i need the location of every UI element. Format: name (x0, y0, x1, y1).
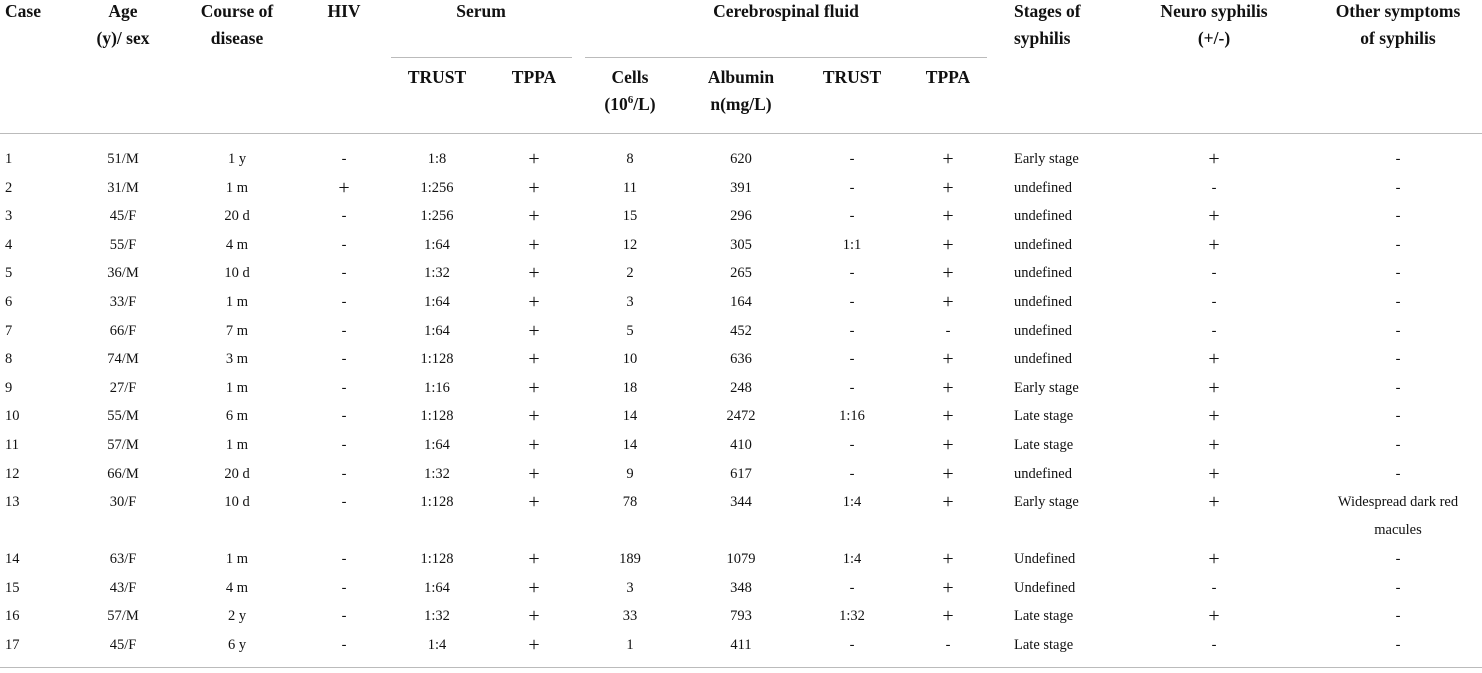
cell-serum-tppa: + (528, 262, 540, 285)
header-csf: Cerebrospinal fluid (713, 1, 859, 21)
cell-other: - (1395, 436, 1401, 453)
header-serum-trust: TRUST (407, 67, 467, 87)
table-row (0, 231, 1482, 260)
cell-csf-trust: 1:16 (839, 408, 865, 425)
cell-serum-trust: 1:64 (424, 236, 450, 253)
cell-other: - (1395, 636, 1401, 653)
cell-csf-tppa: + (942, 290, 954, 313)
cell-age-sex: 55/F (109, 236, 137, 253)
cell-hiv: - (341, 293, 347, 310)
cell-neuro: + (1208, 405, 1220, 428)
table-row (0, 488, 1482, 545)
cell-age-sex: 36/M (107, 265, 139, 282)
cell-neuro: + (1208, 205, 1220, 228)
cell-other: - (1395, 608, 1401, 625)
cell-albumin: 248 (730, 379, 752, 396)
cell-course: 4 m (225, 579, 249, 596)
header-cells: Cells $(10^6/L)$ (604, 67, 656, 114)
cell-case: 3 (5, 208, 13, 225)
cell-course: 1 m (225, 436, 249, 453)
cell-stage: Undefined (1014, 579, 1076, 596)
cell-stage: Early stage (1014, 494, 1079, 511)
cell-serum-trust: 1:64 (424, 293, 450, 310)
cell-course: 3 m (225, 351, 249, 368)
table-row (0, 259, 1482, 288)
cell-neuro: - (1211, 636, 1217, 653)
cell-other: - (1395, 208, 1401, 225)
cell-albumin: 164 (730, 293, 752, 310)
cell-stage: undefined (1014, 293, 1072, 310)
cell-stage: undefined (1014, 465, 1072, 482)
cell-hiv: - (341, 551, 347, 568)
header-other: Other symptoms of syphilis (1335, 1, 1461, 48)
cell-stage: Late stage (1014, 436, 1074, 453)
cell-csf-trust: - (849, 379, 855, 396)
cell-csf-tppa: + (942, 376, 954, 399)
cell-serum-trust: 1:8 (427, 151, 447, 167)
cell-stage: undefined (1014, 208, 1072, 225)
cell-course: 20 d (224, 465, 250, 482)
cell-case: 12 (5, 465, 20, 482)
cell-hiv: - (341, 408, 347, 425)
cell-albumin: 793 (730, 608, 752, 625)
cell-age-sex: 66/F (109, 322, 137, 339)
table-row (0, 174, 1482, 203)
cell-csf-trust: - (849, 436, 855, 453)
header-stages: Stages of syphilis (1014, 1, 1081, 48)
cell-csf-tppa: + (942, 576, 954, 599)
cell-age-sex: 33/F (109, 293, 137, 310)
cell-age-sex: 55/M (107, 408, 139, 425)
cell-hiv: - (341, 636, 347, 653)
cell-neuro: + (1208, 605, 1220, 628)
cell-csf-trust: - (849, 265, 855, 282)
cell-serum-tppa: + (528, 233, 540, 256)
cell-serum-trust: 1:128 (420, 408, 454, 425)
cell-hiv: - (341, 494, 347, 511)
cell-csf-trust: - (849, 293, 855, 310)
header-hiv: HIV (327, 1, 361, 21)
cell-other: - (1395, 179, 1401, 196)
cell-cells: 1 (626, 636, 634, 653)
cell-serum-trust: 1:64 (424, 436, 450, 453)
cell-serum-tppa: + (528, 176, 540, 199)
cell-neuro: + (1208, 462, 1220, 485)
cell-cells: 8 (626, 151, 634, 167)
table-row (0, 317, 1482, 346)
header-csf-tppa: TPPA (925, 67, 971, 87)
cell-hiv: - (341, 465, 347, 482)
cell-hiv: - (341, 151, 347, 167)
cell-serum-trust: 1:128 (420, 494, 454, 511)
cell-csf-tppa: + (942, 462, 954, 485)
cell-csf-trust: - (849, 322, 855, 339)
cell-cells: 9 (626, 465, 634, 482)
cell-stage: Late stage (1014, 408, 1074, 425)
cell-other: - (1395, 322, 1401, 339)
cell-csf-tppa: + (942, 605, 954, 628)
cell-csf-trust: 1:32 (839, 608, 865, 625)
cell-cells: 33 (622, 608, 638, 625)
cell-hiv: - (341, 208, 347, 225)
cell-age-sex: 74/M (107, 351, 139, 368)
cell-albumin: 265 (730, 265, 752, 282)
cell-case: 5 (5, 265, 13, 282)
cell-age-sex: 66/M (107, 465, 139, 482)
cell-other: - (1395, 465, 1401, 482)
cell-cells: 15 (622, 208, 638, 225)
cell-case: 6 (5, 293, 13, 310)
cell-cells: 18 (622, 379, 638, 396)
cell-course: 6 m (225, 408, 249, 425)
cell-hiv: - (341, 379, 347, 396)
cell-serum-tppa: + (528, 462, 540, 485)
header-neuro: Neuro syphilis (+/-) (1160, 1, 1268, 48)
cell-csf-tppa: + (942, 433, 954, 456)
cell-other: - (1395, 351, 1401, 368)
header-bottom-rule (0, 133, 1482, 134)
cell-csf-trust: - (849, 351, 855, 368)
cell-albumin: 305 (730, 236, 752, 253)
cell-hiv: - (341, 322, 347, 339)
cell-other: - (1395, 579, 1401, 596)
cell-case: 16 (5, 608, 20, 625)
cell-cells: 5 (626, 322, 634, 339)
cell-course: 1 y (227, 151, 247, 167)
cell-hiv: - (341, 608, 347, 625)
cell-serum-trust: 1:16 (424, 379, 450, 396)
cell-neuro: + (1208, 548, 1220, 571)
cell-hiv: - (341, 351, 347, 368)
cell-hiv: - (341, 436, 347, 453)
cell-other: - (1395, 293, 1401, 310)
cell-serum-tppa: + (528, 290, 540, 313)
cell-course: 1 m (225, 379, 249, 396)
cell-course: 1 m (225, 179, 249, 196)
cell-neuro: - (1211, 293, 1217, 310)
table-row (0, 602, 1482, 631)
cell-csf-trust: - (849, 465, 855, 482)
cell-csf-tppa: + (942, 262, 954, 285)
cell-cells: 3 (626, 579, 634, 596)
table-row (0, 545, 1482, 574)
cell-stage: Late stage (1014, 608, 1074, 625)
csf-group-rule (585, 57, 987, 58)
cell-age-sex: 57/M (107, 608, 139, 625)
cell-serum-tppa: + (528, 405, 540, 428)
cell-csf-trust: - (849, 179, 855, 196)
cell-neuro: - (1211, 322, 1217, 339)
cell-case: 1 (5, 151, 13, 167)
cell-stage: Early stage (1014, 151, 1079, 167)
cell-serum-trust: 1:256 (420, 208, 454, 225)
cell-albumin: 636 (730, 351, 752, 368)
table-row (0, 145, 1482, 174)
cell-csf-tppa: + (942, 148, 954, 170)
cell-age-sex: 31/M (107, 179, 139, 196)
cell-stage: Late stage (1014, 636, 1074, 653)
table-row (0, 202, 1482, 231)
cell-serum-tppa: + (528, 633, 540, 656)
cell-age-sex: 63/F (109, 551, 137, 568)
cell-serum-tppa: + (528, 548, 540, 571)
cell-case: 15 (5, 579, 20, 596)
cell-csf-tppa: - (945, 636, 951, 653)
cell-serum-trust: 1:64 (424, 322, 450, 339)
cell-albumin: 411 (730, 636, 752, 653)
cell-albumin: 620 (730, 151, 752, 167)
cell-hiv: - (341, 265, 347, 282)
cell-albumin: 344 (730, 494, 752, 511)
cell-serum-tppa: + (528, 376, 540, 399)
cell-cells: 12 (622, 236, 638, 253)
cell-hiv: + (338, 176, 350, 199)
cell-cells: 14 (622, 408, 638, 425)
cell-neuro: - (1211, 579, 1217, 596)
cell-serum-trust: 1:4 (427, 636, 447, 653)
cell-course: 20 d (224, 208, 250, 225)
cell-case: 4 (5, 236, 13, 253)
cell-hiv: - (341, 236, 347, 253)
cell-case: 11 (5, 436, 19, 453)
cell-neuro: - (1211, 265, 1217, 282)
cell-cells: 10 (622, 351, 638, 368)
cell-csf-tppa: + (942, 176, 954, 199)
cell-serum-tppa: + (528, 319, 540, 342)
header-albumin: Albumin n(mg/L) (707, 67, 775, 114)
cell-serum-tppa: + (528, 491, 540, 514)
table-body (0, 145, 1482, 660)
cell-csf-trust: - (849, 151, 855, 167)
cell-albumin: 410 (730, 436, 752, 453)
cell-course: 1 m (225, 293, 249, 310)
cell-serum-tppa: + (528, 348, 540, 371)
cell-stage: Undefined (1014, 551, 1076, 568)
table-row (0, 460, 1482, 489)
cell-other: - (1395, 379, 1401, 396)
header-serum-tppa: TPPA (511, 67, 557, 87)
header-course: Course of disease (200, 1, 274, 48)
cell-neuro: + (1208, 348, 1220, 371)
cell-serum-tppa: + (528, 148, 540, 170)
cell-case: 9 (5, 379, 13, 396)
table-row (0, 374, 1482, 403)
cell-neuro: - (1211, 179, 1217, 196)
cell-stage: undefined (1014, 322, 1072, 339)
cell-stage: undefined (1014, 265, 1072, 282)
cell-hiv: - (341, 579, 347, 596)
table-row (0, 402, 1482, 431)
cell-albumin: 296 (730, 208, 752, 225)
cell-csf-tppa: + (942, 405, 954, 428)
cell-age-sex: 30/F (109, 494, 137, 511)
cell-case: 10 (5, 408, 20, 425)
cell-other: - (1395, 265, 1401, 282)
cell-albumin: 391 (730, 179, 752, 196)
cell-age-sex: 45/F (109, 636, 137, 653)
cell-neuro: + (1208, 433, 1220, 456)
cell-case: 14 (5, 551, 20, 568)
cell-csf-tppa: + (942, 491, 954, 514)
cell-csf-trust: - (849, 579, 855, 596)
cell-csf-tppa: + (942, 205, 954, 228)
cell-cells: 11 (623, 179, 637, 196)
cell-stage: undefined (1014, 351, 1072, 368)
cell-course: 10 d (224, 265, 250, 282)
header-serum: Serum (456, 1, 506, 21)
cell-case: 2 (5, 179, 13, 196)
cell-albumin: 2472 (726, 408, 756, 425)
cell-csf-tppa: + (942, 348, 954, 371)
cell-course: 10 d (224, 494, 250, 511)
cell-age-sex: 51/M (107, 151, 139, 167)
cell-serum-trust: 1:128 (420, 551, 454, 568)
cell-case: 13 (5, 494, 20, 511)
cell-serum-trust: 1:32 (424, 465, 450, 482)
table-row (0, 288, 1482, 317)
cell-csf-trust: - (849, 636, 855, 653)
cell-csf-tppa: + (942, 548, 954, 571)
cell-other: - (1395, 408, 1401, 425)
cell-albumin: 348 (730, 579, 752, 596)
cell-case: 8 (5, 351, 13, 368)
cell-serum-trust: 1:64 (424, 579, 450, 596)
cell-neuro: + (1208, 491, 1220, 514)
cell-age-sex: 45/F (109, 208, 137, 225)
cell-neuro: + (1208, 376, 1220, 399)
cell-serum-trust: 1:32 (424, 608, 450, 625)
cell-stage: Early stage (1014, 379, 1079, 396)
cell-course: 7 m (225, 322, 249, 339)
cell-stage: undefined (1014, 236, 1072, 253)
cell-course: 2 y (227, 608, 247, 625)
cell-cells: 189 (619, 551, 641, 568)
table-row (0, 631, 1482, 660)
cell-cells: 2 (626, 265, 634, 282)
header-csf-trust: TRUST (822, 67, 882, 87)
cell-other: - (1395, 151, 1401, 167)
header-age: Age (y)/ sex (96, 1, 150, 48)
cell-course: 6 y (227, 636, 247, 653)
cell-case: 17 (5, 636, 20, 653)
table-row (0, 574, 1482, 603)
cell-serum-tppa: + (528, 605, 540, 628)
cell-csf-trust: 1:4 (842, 494, 862, 511)
cell-csf-trust: 1:1 (842, 236, 862, 253)
cell-serum-tppa: + (528, 205, 540, 228)
table-row (0, 345, 1482, 374)
cell-albumin: 1079 (726, 551, 756, 568)
cell-stage: undefined (1014, 179, 1072, 196)
cell-albumin: 617 (730, 465, 752, 482)
cell-csf-trust: - (849, 208, 855, 225)
table-row (0, 431, 1482, 460)
cell-other: Widespread dark red macules (1337, 494, 1459, 539)
cell-serum-trust: 1:128 (420, 351, 454, 368)
cell-serum-tppa: + (528, 576, 540, 599)
cell-cells: 3 (626, 293, 634, 310)
cell-serum-tppa: + (528, 433, 540, 456)
cell-case: 7 (5, 322, 13, 339)
cell-course: 1 m (225, 551, 249, 568)
header-case: Case (5, 1, 41, 21)
cell-serum-trust: 1:256 (420, 179, 454, 196)
cell-albumin: 452 (730, 322, 752, 339)
cell-csf-tppa: + (942, 233, 954, 256)
cell-cells: 14 (622, 436, 638, 453)
cell-course: 4 m (225, 236, 249, 253)
cell-neuro: + (1208, 148, 1220, 170)
cell-cells: 78 (622, 494, 638, 511)
cell-csf-trust: 1:4 (842, 551, 862, 568)
cell-age-sex: 57/M (107, 436, 139, 453)
cell-csf-tppa: - (945, 322, 951, 339)
cell-other: - (1395, 551, 1401, 568)
serum-group-rule (391, 57, 572, 58)
cell-neuro: + (1208, 233, 1220, 256)
cell-serum-trust: 1:32 (424, 265, 450, 282)
cell-age-sex: 43/F (109, 579, 137, 596)
table-bottom-rule (0, 667, 1482, 668)
cell-other: - (1395, 236, 1401, 253)
cell-age-sex: 27/F (109, 379, 137, 396)
